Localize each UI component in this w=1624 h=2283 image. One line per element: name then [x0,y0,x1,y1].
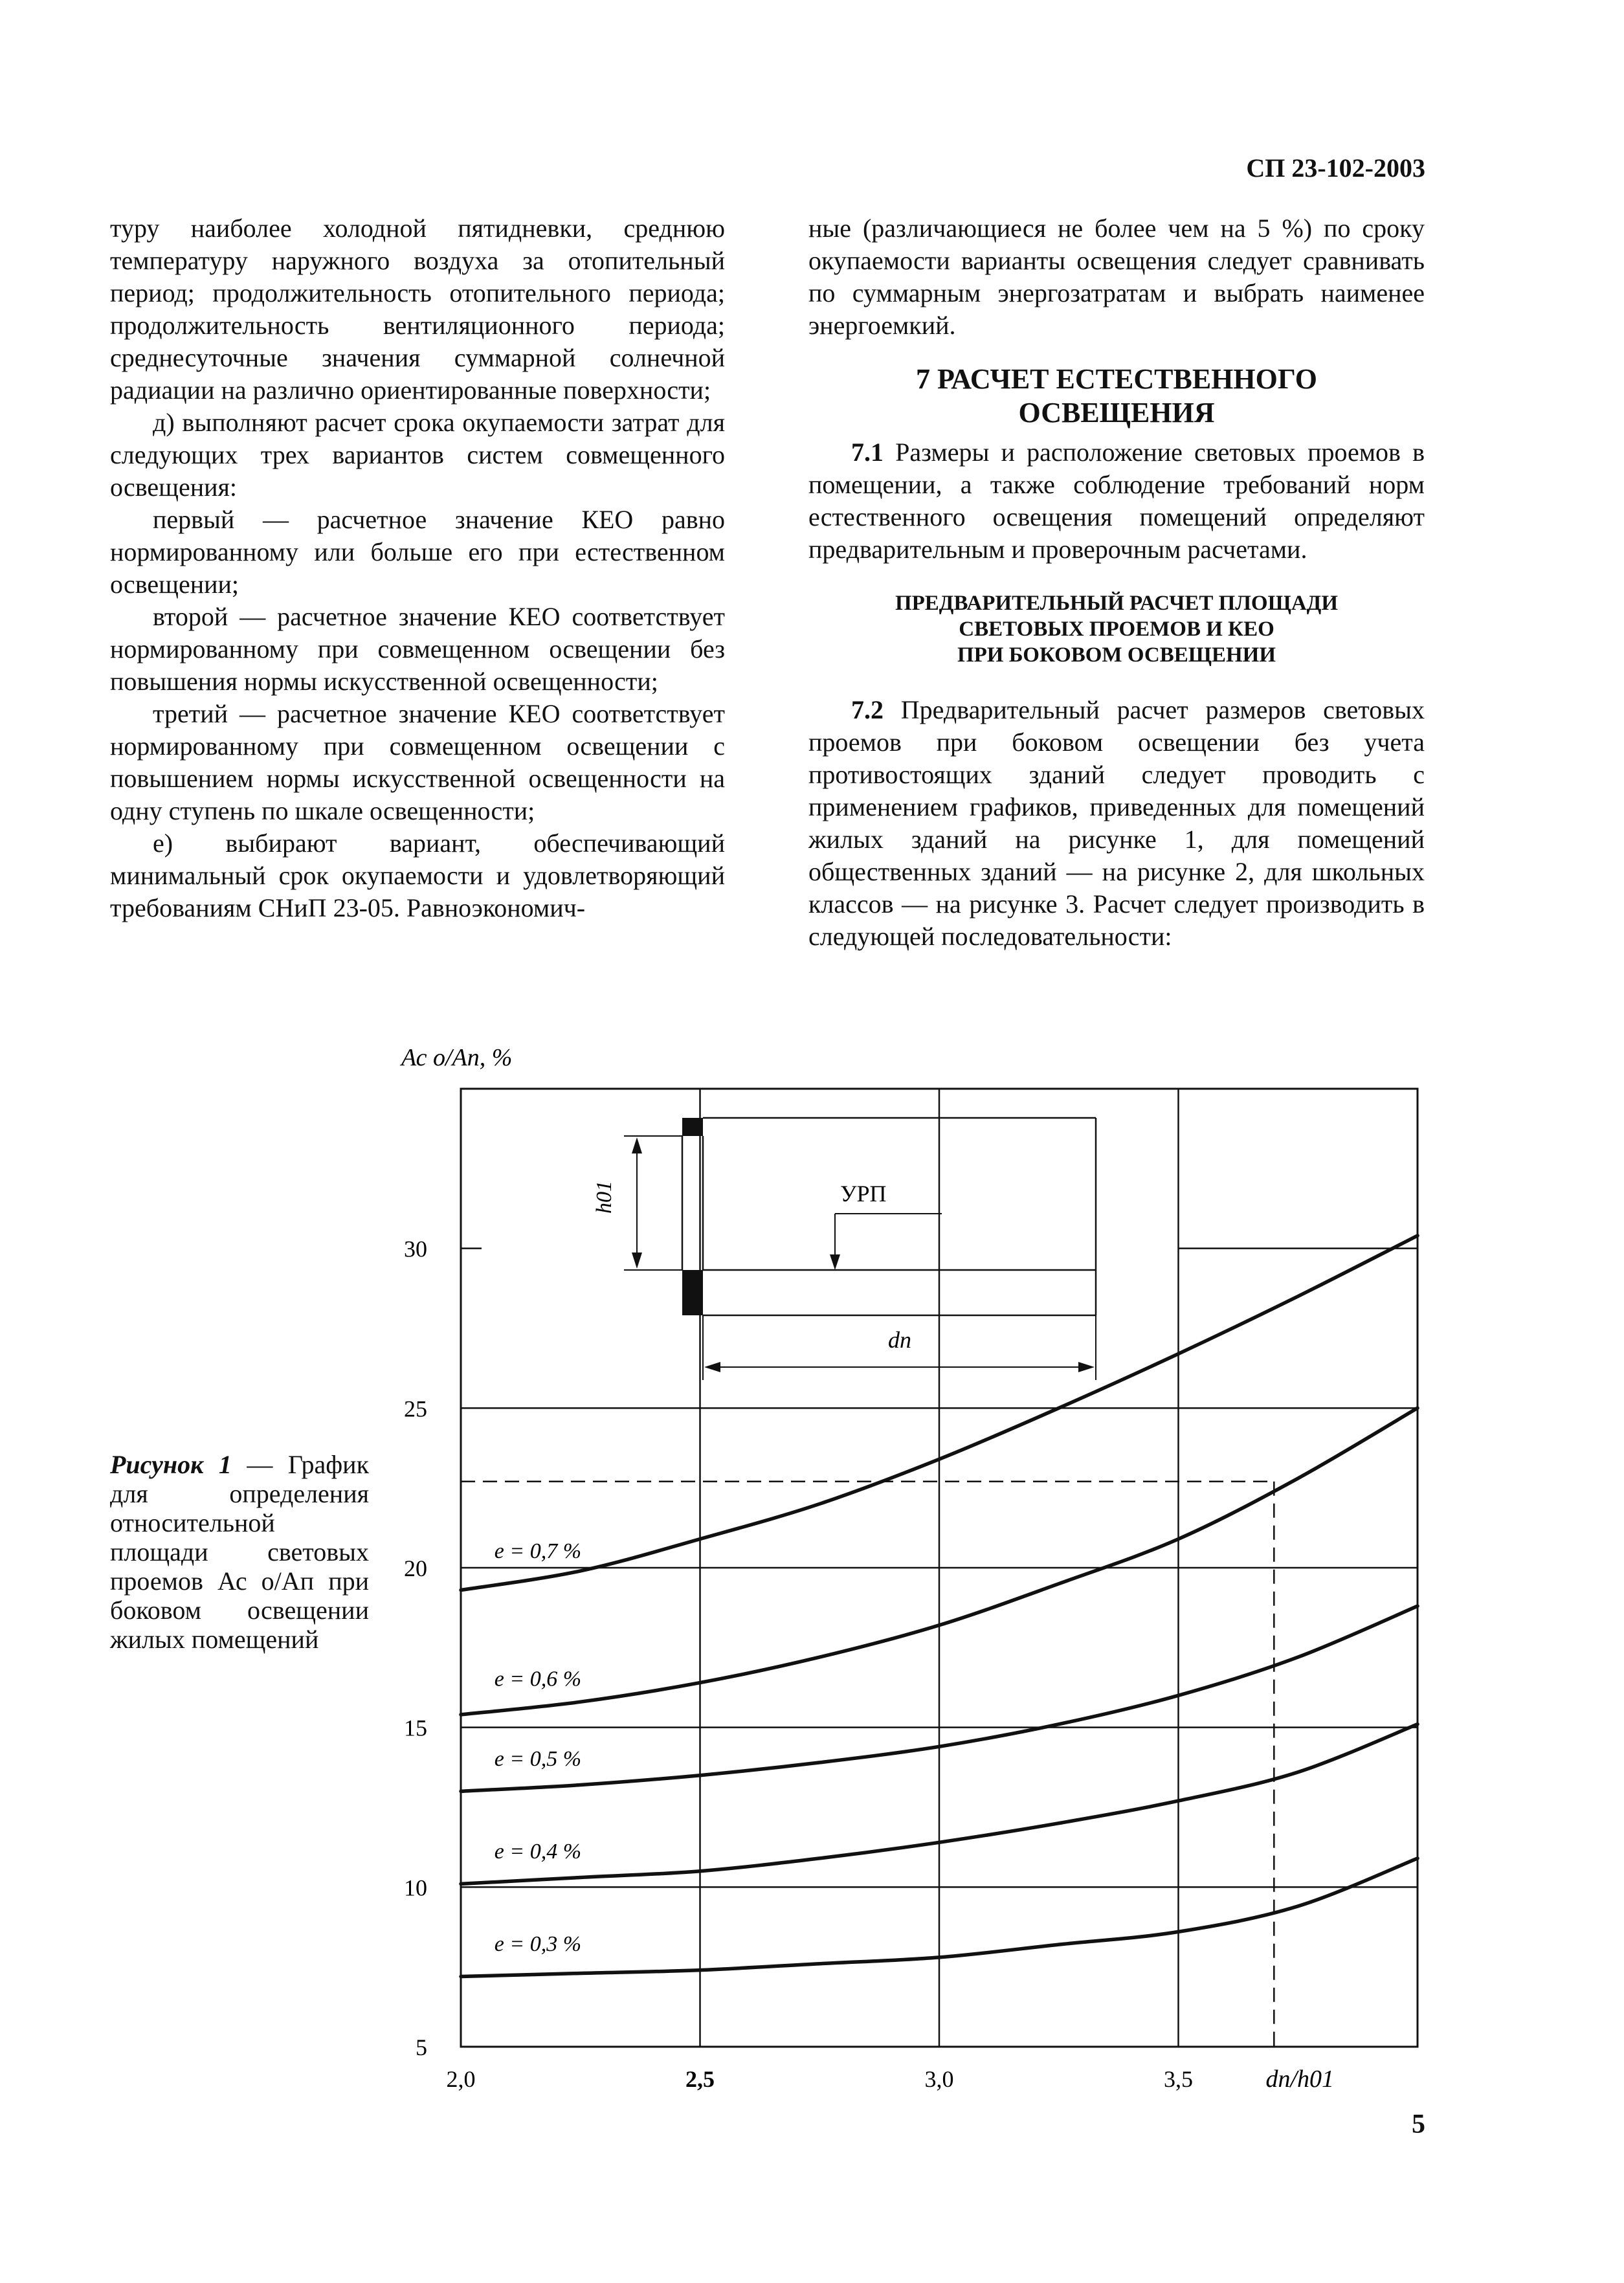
page-number: 5 [1412,2110,1425,2139]
y-tick-label: 15 [404,1715,427,1741]
paragraph-7-1-text: Размеры и расположение световых проемов в помещении, а также соблюдение требований норм естественного освещения помещений определяют предварительным и проверочным расчетами. [808,438,1425,564]
subsection-title-line2: СВЕТОВЫХ ПРОЕМОВ И КЕО [959,618,1274,641]
chart-grid [461,1089,1418,2047]
paragraph-7-2-text: Предварительный расчет размеров световых проемов при боковом освещении без учета противостоящих зданий следует проводить с применением графиков, приведенных для помещений жилых зданий на рисунке 1, для помещений общественных зданий — на рисунке 2, для школьных классов — на рисунке 3. Расчет следует производить в следующей последовательности: [808,695,1425,951]
y-tick-label: 20 [404,1555,427,1581]
label-urp: УРП [840,1181,887,1207]
variant-third: третий — расчетное значение КЕО соответствует нормированному при совмещенном освещении с повышением нормы искусственной освещенности на одну ступень по шкале освещенности; [110,699,725,825]
y-tick-label: 5 [416,2034,427,2060]
x-tick-label: 2,5 [685,2066,715,2092]
variant-first: первый — расчетное значение КЕО равно нормированному или больше его при естественном освещении; [110,505,725,599]
x-tick-label: 2,0 [446,2066,476,2092]
label-h01: h01 [592,1181,616,1214]
window-sill-block [682,1270,703,1315]
list-item-e: е) выбирают вариант, обеспечивающий минимальный срок окупаемости и удовлетворяющий требованиям СНиП 23-05. Равноэкономич- [110,829,725,922]
series-label: e = 0,3 % [494,1932,582,1956]
y-tick-label: 10 [404,1875,427,1901]
document-code: СП 23-102-2003 [1246,153,1425,183]
paragraph-continuation-right: ные (различающиеся не более чем на 5 %) по сроку окупаемости варианты освещения следует сравнивать по суммарным энергозатратам и выбрать наименее энергоемкий. [808,214,1425,340]
section-title-line2: ОСВЕЩЕНИЯ [1018,397,1215,429]
window-lintel-block [682,1118,703,1136]
list-item-d: д) выполняют расчет срока окупаемости затрат для следующих трех вариантов систем совмещенного освещения: [110,408,725,502]
y-axis-label: Ас о/Ап, % [401,1044,513,1071]
chart-inset-diagram [592,1118,1096,1380]
series-label: e = 0,4 % [494,1839,582,1864]
y-tick-label: 30 [404,1236,427,1262]
y-tick-label: 25 [404,1396,427,1422]
paragraph-7-2-number: 7.2 [851,695,884,724]
paragraph-continuation: туру наиболее холодной пятидневки, среднюю температуру наружного воздуха за отопительный период; продолжительность отопительного периода; продолжительность вентиляционного периода; среднесуточные значения суммарной солнечной радиации на различно ориентированные поверхности; [110,214,725,405]
figure-caption-text: — График для определения относительной площади световых проемов [110,1450,369,1596]
x-tick-label: 3,5 [1164,2066,1193,2092]
series-label: e = 0,5 % [494,1746,582,1771]
dim-d-arrow-left-icon [704,1362,720,1372]
series-label: e = 0,6 % [494,1667,582,1691]
label-dp: dп [888,1327,911,1353]
subsection-title-line3: ПРИ БОКОВОМ ОСВЕЩЕНИИ [957,643,1276,667]
paragraph-7-1-number: 7.1 [851,438,884,467]
figure-caption-label: Рисунок 1 [110,1450,232,1479]
variant-second: второй — расчетное значение КЕО соответствует нормированному при совмещенном освещении без повышения нормы искусственной освещенности; [110,602,725,696]
figure-caption-formula: Ас о/Ап [217,1566,315,1596]
series-label: e = 0,7 % [494,1539,582,1564]
dim-h-arrow-down-icon [632,1253,642,1269]
section-title-line1: 7 РАСЧЕТ ЕСТЕСТВЕННОГО [916,363,1317,395]
subsection-title-line1: ПРЕДВАРИТЕЛЬНЫЙ РАСЧЕТ ПЛОЩАДИ [895,592,1339,615]
dim-h-arrow-up-icon [632,1137,642,1153]
x-axis-label: dп/h01 [1265,2066,1335,2093]
x-tick-label: 3,0 [924,2066,954,2092]
dim-d-arrow-right-icon [1078,1362,1095,1372]
urp-arrow-icon [830,1254,840,1270]
figure-caption-text2: при боковом освещении жилых помещений [110,1566,369,1654]
